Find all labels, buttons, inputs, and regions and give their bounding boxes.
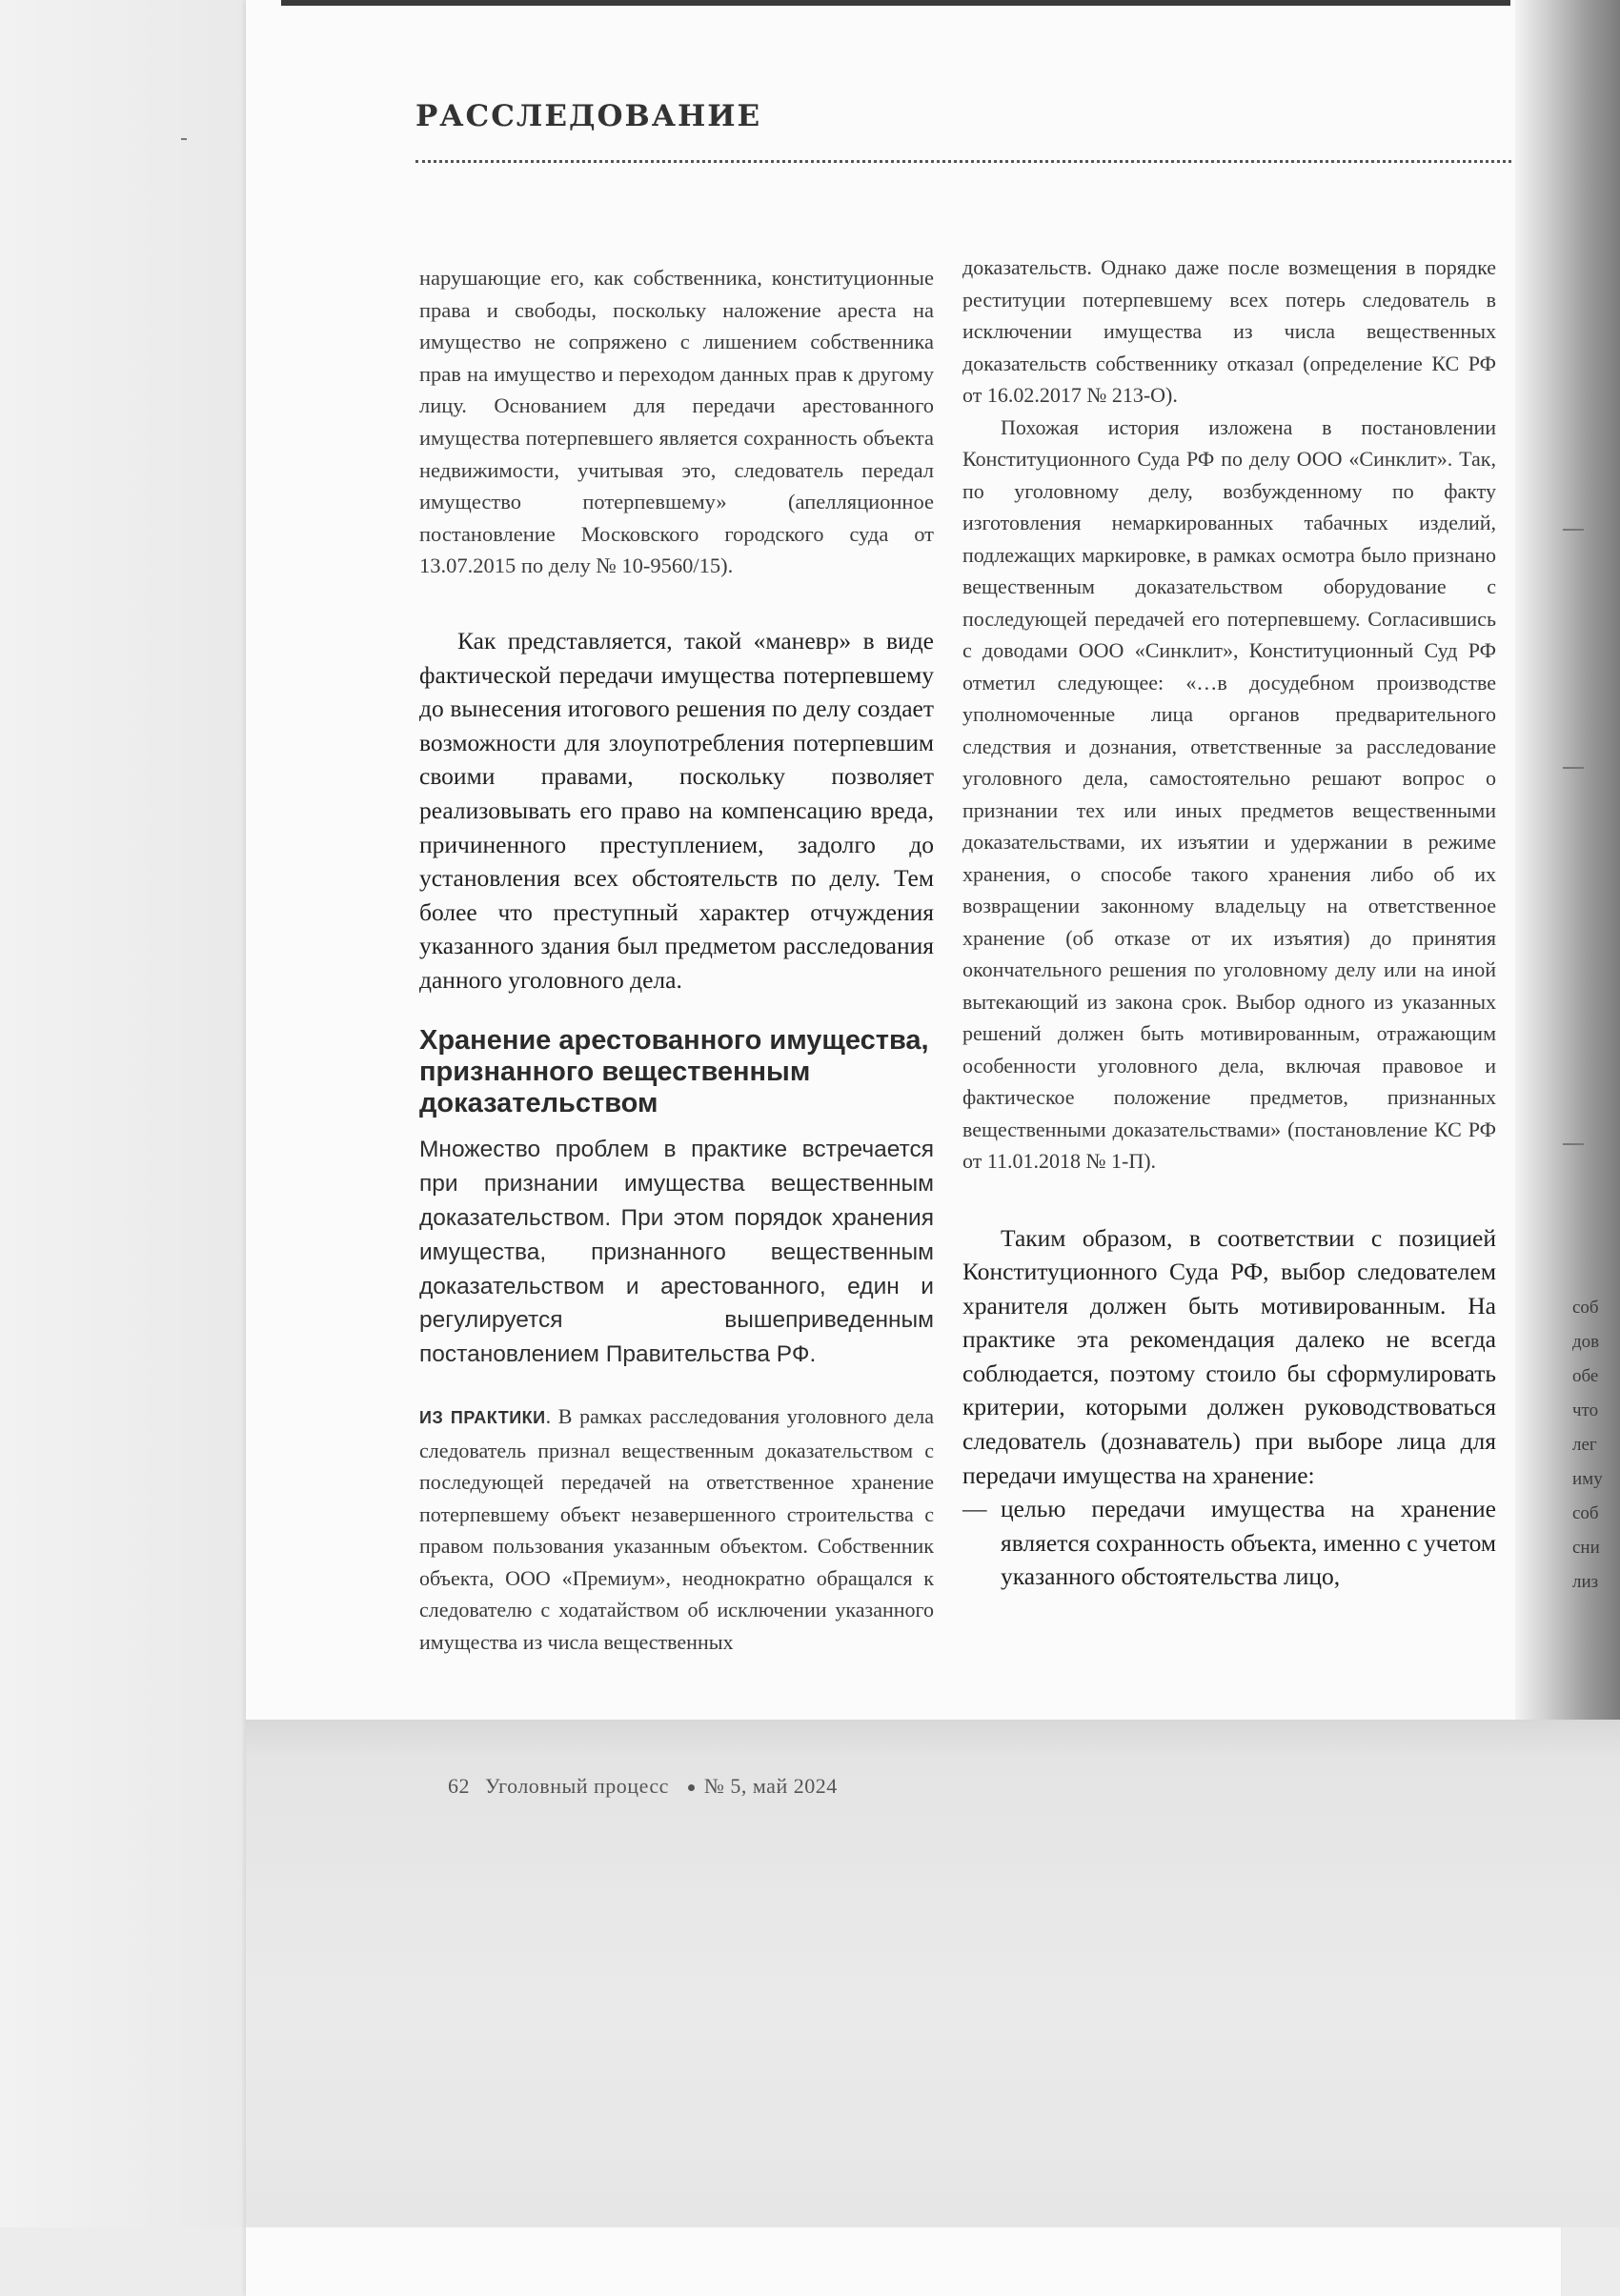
margin-mark: [1563, 529, 1584, 531]
margin-mark: [181, 138, 187, 140]
bleed-line: соб: [1572, 1298, 1599, 1318]
margin-mark: [1563, 1143, 1584, 1145]
quote-continued: нарушающие его, как собственника, конституционные права и свободы, поскольку наложение ареста на имущество не сопряжено с лишением собственника прав на имущество и переходом данных прав к другому лицу. Основанием для передачи арестованного имущества потерпевшего является сохранность объекта недвижимости, учитывая это, следователь передал имущество потерпевшему» (апелляционное постановление Московского городского суда от 13.07.2015 по делу № 10-9560/15).: [419, 266, 934, 578]
practice-example: [419, 1400, 934, 1658]
bleed-line: обе: [1572, 1366, 1599, 1386]
page-footer: [448, 1774, 847, 1799]
bleed-line: иму: [1572, 1469, 1603, 1489]
right-column: [962, 252, 1496, 1594]
scan-top-edge: [281, 0, 1510, 6]
bleed-line: сни: [1572, 1538, 1600, 1558]
journal-issue: № 5, май 2024: [703, 1774, 838, 1798]
practice-continued: доказательств. Однако даже после возмещения в порядке реституции потерпевшему всех потерь следователь в исключении имущества из числа вещественных доказательств собственнику отказал (определение КС РФ от 16.02.2017 № 213-О).: [962, 255, 1496, 407]
practice-text: . В рамках расследования уголовного дела следователь признал вещественным доказательством с последующей передачей на ответственное хранение потерпевшему объект незавершенного строительства с правом пользования указанным объектом. Собственник объекта, ООО «Премиум», неоднократно обращался к следователю с ходатайством об исключении указанного имущества из числа вещественных: [419, 1404, 934, 1654]
next-page-bleed: [1572, 1291, 1616, 1600]
body-paragraph: Как представляется, такой «маневр» в виде фактической передачи имущества потерпевшему до вынесения итогового решения по делу создает возможности для злоупотребления потерпевшим своими правами, поскольку позволяет реализовывать его право на компенсацию вреда, причиненного преступлением, задолго до установления всех обстоятельств по делу. Тем более что преступный характер отчуждения указанного здания был предметом расследования данного уголовного дела.: [419, 626, 934, 994]
left-column: [419, 262, 934, 1658]
journal-title: Уголовный процесс: [485, 1774, 669, 1798]
header-divider: [415, 160, 1511, 163]
page-number: 62: [448, 1774, 470, 1798]
bleed-line: лиз: [1572, 1572, 1599, 1592]
lead-paragraph: Множество проблем в практике встречается при признании имущества вещественным доказательством. При этом порядок хранения имущества, признанного вещественным доказательством и арестованного, един и регулируется вышеприведенным постановлением Правительства РФ.: [419, 1137, 934, 1368]
list-dash: —: [962, 1495, 987, 1523]
conclusion-paragraph: Таким образом, в соответствии с позицией Конституционного Суда РФ, выбор следователем хранителя должен быть мотивированным. На практике эта рекомендация далеко не всегда соблюдается, поэтому стоило бы сформулировать критерии, которыми должен руководствоваться следователь (дознаватель) при выборе лица для передачи имущества на хранение:: [962, 1223, 1496, 1489]
bullet-separator: [688, 1784, 695, 1791]
bleed-line: что: [1572, 1400, 1599, 1420]
practice-label: ИЗ ПРАКТИКИ: [419, 1408, 546, 1428]
section-subheading: Хранение арестованного имущества, признанного вещественным доказательством: [419, 1025, 929, 1119]
list-item-text: целью передачи имущества на хранение является сохранность объекта, именно с учетом указанного обстоятельства лицо,: [1001, 1495, 1496, 1591]
bleed-line: дов: [1572, 1332, 1600, 1352]
list-item: [962, 1492, 1496, 1594]
section-title: РАССЛЕДОВАНИЕ: [415, 99, 762, 133]
margin-mark: [1563, 767, 1584, 769]
bleed-line: лег: [1572, 1435, 1597, 1455]
practice-paragraph-2: Похожая история изложена в постановлении Конституционного Суда РФ по делу ООО «Синклит». Так, по уголовному делу, возбужденному по факту изготовления немаркированных табачных изделий, подлежащих маркировке, в рамках осмотра было признано вещественным доказательством оборудование с последующей передачей его потерпевшему. Согласившись с доводами ООО «Синклит», Конституционный Суд РФ отметил следующее: «…в досудебном производстве уполномоченные лица органов предварительного следствия и дознания, ответственные за расследование уголовного дела, самостоятельно решают вопрос о признании тех или иных предметов вещественными доказательствами, их изъятии и удержании в режиме хранения, о способе такого хранения либо об их возвращении законному владельцу на ответственное хранение (об отказе от их изъятия) до принятия окончательного решения по уголовному делу или на иной вытекающий из закона срок. Выбор одного из указанных решений должен быть мотивированным, отражающим особенности уголовного дела, включая правовое и фактическое положение предметов, признанных вещественными доказательствами» (постановление КС РФ от 11.01.2018 № 1-П).: [962, 414, 1496, 1173]
bleed-line: соб: [1572, 1503, 1599, 1523]
scan-background: [0, 0, 246, 2227]
